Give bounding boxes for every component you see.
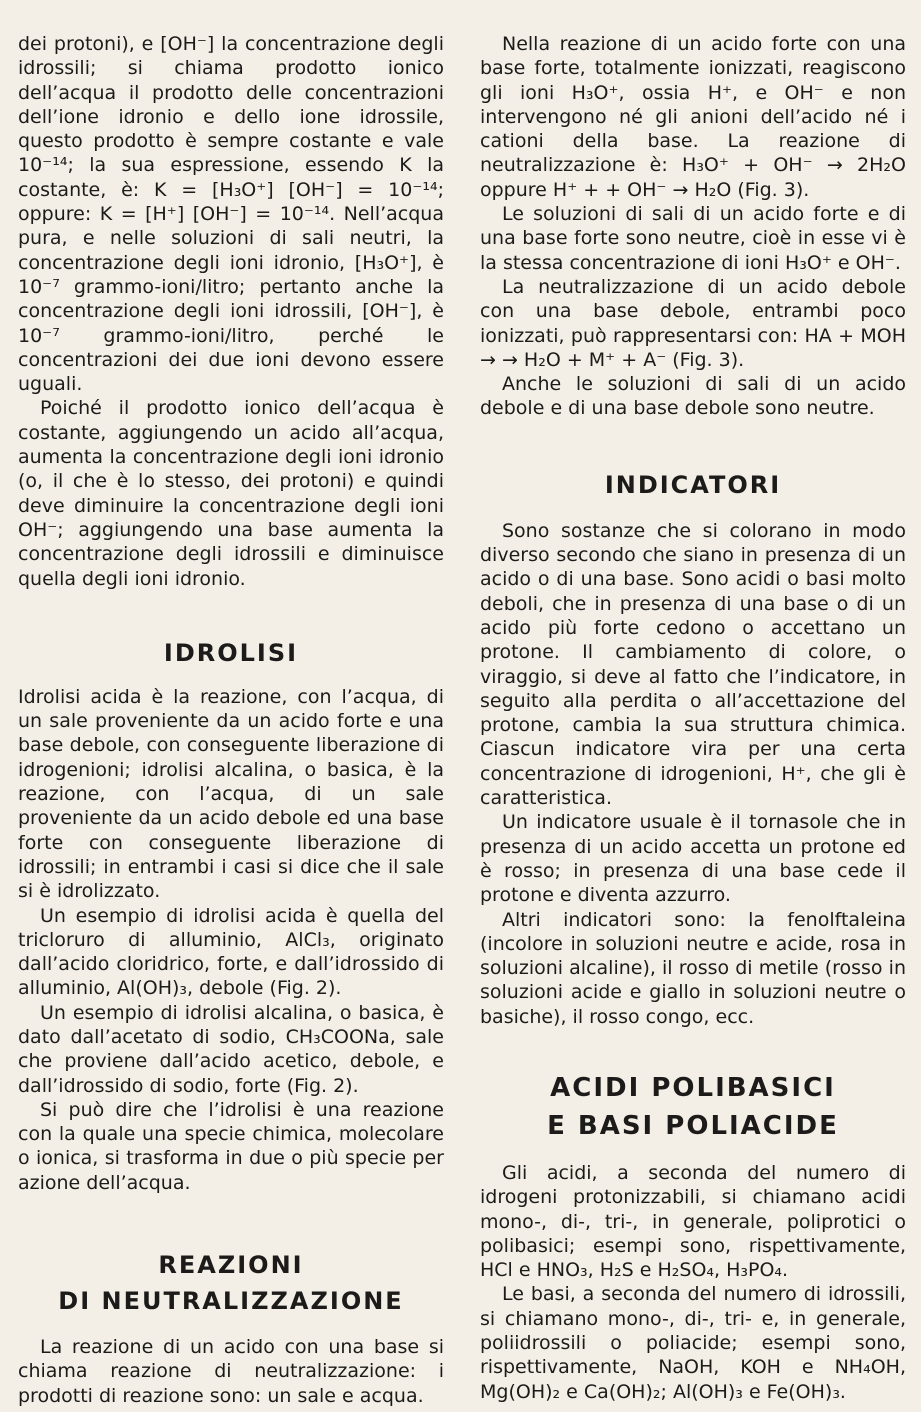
paragraph-concentrazione: Poiché il prodotto ionico dell’acqua è costante, aggiungendo un acido all’acqua, aumenta la concentrazione degli ioni idronio (o, il che è lo stesso, dei protoni) e quindi deve diminuire la concentrazione degli ioni OH⁻; aggiungendo una base aumenta la concentrazione degli idrossili e diminuisce quella degli ioni idronio. — [18, 397, 444, 590]
heading-basi-poliacide: E BASI POLIACIDE — [547, 1110, 839, 1141]
right-column — [480, 32, 906, 1404]
heading-reazioni: REAZIONI — [158, 1251, 304, 1280]
paragraph-indicatori-definizione: Sono sostanze che si colorano in modo diverso secondo che siano in presenza di un acido o di una base. Sono acidi o basi molto deboli, che in presenza di una base o di un acido più forte cedono o accettano un protone. Il cambiamento di colore, o viraggio, si deve al fatto che l’indicatore, in seguito alla perdita o all’accettazione del protone, cambia la sua struttura chimica. Ciascun indicatore vira per una certa concentrazione di idrogenioni, H⁺, che gli è caratteristica. — [480, 519, 906, 810]
left-column — [18, 32, 444, 1408]
paragraph-tornasole: Un indicatore usuale è il tornasole che in presenza di un acido accetta un protone ed è rosso; in presenza di una base cede il protone e diventa azzurro. — [480, 811, 906, 907]
heading-acidi-polibasici: ACIDI POLIBASICI — [550, 1072, 836, 1103]
paragraph-basi-poliacide: Le basi, a seconda del numero di idrossili, si chiamano mono-, di-, tri- e, in generale, poliidrossili o poliacide; esempi sono, rispettivamente, NaOH, KOH e NH₄OH, Mg(OH)₂ e Ca(OH)₂; Al(OH)₃ e Fe(OH)₃. — [480, 1283, 906, 1403]
paragraph-acidi-poliprotici: Gli acidi, a seconda del numero di idrogeni protonizzabili, si chiamano acidi mono-, di-, tri-, in generale, poliprotici o polibasici; esempi sono, rispettivamente, HCl e HNO₃, H₂S e H₂SO₄, H₃PO₄. — [480, 1161, 906, 1282]
paragraph-idrolisi-conclusione: Si può dire che l’idrolisi è una reazione con la quale una specie chimica, molecolare o ionica, si trasforma in due o più specie per azione dell’acqua. — [18, 1098, 444, 1194]
paragraph-prodotto-ionico: dei protoni), e [OH⁻] la concentrazione degli idrossili; si chiama prodotto ionico dell’acqua il prodotto delle concentrazioni dell’ione idronio e dello ione idrossile, questo prodotto è sempre costante e vale 10⁻¹⁴; la sua espressione, essendo K la costante, è: K = [H₃O⁺] [OH⁻] = 10⁻¹⁴; oppure: K = [H⁺] [OH⁻] = 10⁻¹⁴. Nell’acqua pura, e nelle soluzioni di sali neutri, la concentrazione degli ioni idronio, [H₃O⁺], è 10⁻⁷ grammo-ioni/litro; pertanto anche la concentrazione degli ioni idrossili, [OH⁻], è 10⁻⁷ grammo-ioni/litro, perché le concentrazioni dei due ioni devono essere uguali. — [18, 33, 444, 396]
paragraph-idrolisi-definizione: Idrolisi acida è la reazione, con l’acqua, di un sale proveniente da un acido forte e una base debole, con conseguente liberazione di idrogenioni; idrolisi alcalina, o basica, è la reazione, con l’acqua, di un sale proveniente da un acido debole ed una base forte con conseguente liberazione di idrossili; in entrambi i casi si dice che il sale si è idrolizzato. — [18, 685, 444, 903]
paragraph-sali-neutri-forti: Le soluzioni di sali di un acido forte e di una base forte sono neutre, cioè in esse vi è la stessa concentrazione di ioni H₃O⁺ e OH⁻. — [480, 203, 906, 274]
heading-indicatori: INDICATORI — [604, 470, 782, 499]
heading-idrolisi: IDROLISI — [163, 638, 299, 667]
paragraph-acido-forte-base-forte: Nella reazione di un acido forte con una base forte, totalmente ionizzati, reagiscono gli ioni H₃O⁺, ossia H⁺, e OH⁻ e non intervengono né gli anioni dell’acido né i cationi della base. La reazione di neutralizzazione è: H₃O⁺ + OH⁻ → 2H₂O oppure H⁺ + + OH⁻ → H₂O (Fig. 3). — [480, 33, 906, 201]
paragraph-idrolisi-acida-esempio: Un esempio di idrolisi acida è quella del tricloruro di alluminio, AlCl₃, originato dall’acido cloridrico, forte, e dall’idrossido di alluminio, Al(OH)₃, debole (Fig. 2). — [18, 904, 444, 1000]
paragraph-idrolisi-alcalina-esempio: Un esempio di idrolisi alcalina, o basica, è dato dall’acetato di sodio, CH₃COONa, sale che proviene dall’acido acetico, debole, e dall’idrossido di sodio, forte (Fig. 2). — [18, 1001, 444, 1097]
heading-neutralizzazione: DI NEUTRALIZZAZIONE — [58, 1287, 404, 1316]
paragraph-altri-indicatori: Altri indicatori sono: la fenolftaleina (incolore in soluzioni neutre e acide, rosa in soluzioni alcaline), il rosso di metile (rosso in soluzioni acide e giallo in soluzioni neutre o basiche), il rosso congo, ecc. — [480, 908, 906, 1028]
paragraph-sali-neutri-deboli: Anche le soluzioni di sali di un acido debole e di una base debole sono neutre. — [480, 373, 906, 420]
paragraph-neutralizzazione-definizione: La reazione di un acido con una base si chiama reazione di neutralizzazione: i prodotti di reazione sono: un sale e acqua. — [18, 1336, 444, 1407]
paragraph-acido-debole-base-debole: La neutralizzazione di un acido debole con una base debole, entrambi poco ionizzati, può rappresentarsi con: HA + MOH → → H₂O + M⁺ + A⁻ (Fig. 3). — [480, 275, 906, 371]
